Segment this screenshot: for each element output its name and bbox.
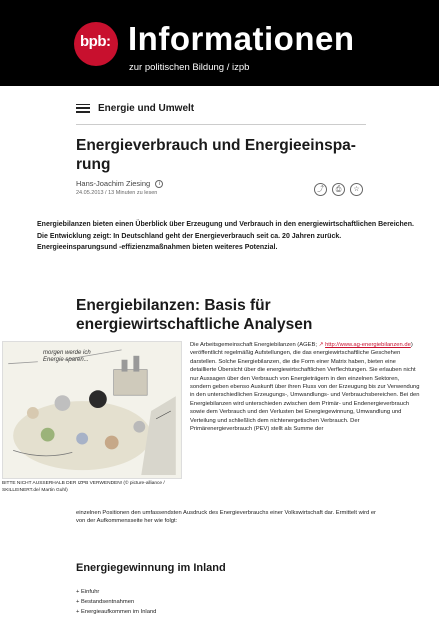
publish-date: 24.05.2013 / 13 Minuten zu lesen: [76, 190, 158, 196]
subheading: Energiegewinnung im Inland: [76, 562, 226, 574]
share-icon[interactable]: ⤴: [314, 183, 327, 196]
body-column-text: ) veröffentlicht regelmäßig Aufstellungen, die das energiewirtschaftliche Geschehen darstellen. Solche Energiebilanzen, die die Form einer Matrix haben, bieten eine detaillierte Übersicht über die energiewirtschaftlichen Verflechtungen. Sie erlauben nicht nur Aussagen über den Verbrauch von Energieträgern in den einzelnen Sektoren, sondern geben ebenso Auskunft über ihren Fluss von der Erzeugung bis zur Verwendung in den unterschiedlichen Erzeugungs-, Umwandlungs- und Verbrauchsbereichen. Bei den Energiebilanzen wird unterschieden zwischen dem Primär- und Endenergieverbrauch sowie dem Verbrauch und den Verlusten bei Energiegewinnung, Umwandlung und Verteilung und schließlich dem nichtenergetischen Verbrauch. Der Primärenergieverbrauch (PEV) stellt als Summe der: [190, 342, 420, 433]
bpb-logo-text: bpb:: [80, 33, 111, 50]
list-item: + Energieaufkommen im Inland: [76, 609, 157, 615]
article-actions: [314, 183, 363, 196]
list-item: + Einfuhr: [76, 589, 100, 595]
divider: [76, 124, 366, 125]
site-header: [0, 0, 439, 86]
figure-caption: BITTE NICHT AUSSERHALB DER IZPB VERWENDEN! (© picture-alliance / SKILLEINERT.de/ Martin Guhl): [2, 481, 165, 493]
calculation-list: [76, 587, 156, 617]
print-icon[interactable]: ⎙: [332, 183, 345, 196]
author-name[interactable]: Hans-Joachim Ziesing: [76, 179, 151, 188]
body-full-width: einzelnen Positionen den umfassendsten Ausdruck des Energieverbrauchs einer Volkswirtschaft dar. Ermittelt wird er von der Aufkommensseite her wie folgt:: [76, 510, 376, 525]
article-intro: Energiebilanzen bieten einen Überblick über Erzeugung und Verbrauch in den energiewirtschaftlichen Bereichen. Die Entwicklung zeigt: In Deutschland geht der Energieverbrauch seit ca. 20 Jahren zurück. Energieeinsparungsund -effizienzmaßnahmen bieten weiteres Potenzial.: [37, 221, 414, 251]
section-heading: Energiebilanzen: Basis für energiewirtschaftliche Analysen: [76, 297, 313, 333]
list-item: + Bestandsentnahmen: [76, 599, 135, 605]
external-link-icon: ↗: [318, 342, 324, 348]
cartoon-figure[interactable]: [2, 341, 182, 479]
section-nav-label[interactable]: Energie und Umwelt: [98, 102, 195, 114]
brand-title[interactable]: Informationen: [128, 20, 355, 57]
info-icon[interactable]: i: [155, 180, 163, 188]
favorite-icon[interactable]: ☆: [350, 183, 363, 196]
author-line: [76, 179, 163, 188]
section-nav[interactable]: [76, 100, 366, 116]
cartoon-speech-text: morgen werde ich Energie sparen...: [43, 350, 91, 363]
page-title: Energieverbrauch und Energieeinspa- rung: [76, 137, 356, 173]
hamburger-menu-icon[interactable]: [76, 104, 90, 113]
ageb-link[interactable]: http://www.ag-energiebilanzen.de: [325, 342, 411, 348]
body-pre-link: Die Arbeitsgemeinschaft Energiebilanzen (AGEB;: [190, 342, 317, 348]
brand-subtitle: zur politischen Bildung / izpb: [129, 62, 250, 73]
body-column: [190, 341, 420, 433]
